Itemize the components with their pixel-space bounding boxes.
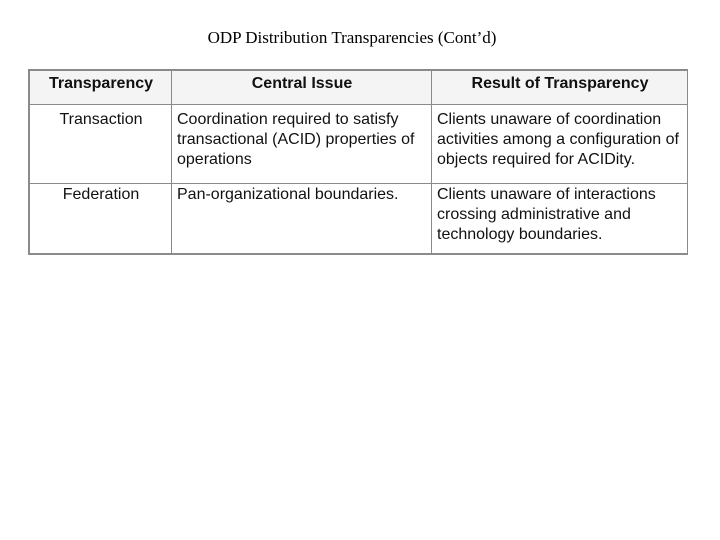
- header-transparency: Transparency: [30, 71, 172, 105]
- cell-result-federation: Clients unaware of interactions crossing administrative and technology boundaries.: [432, 183, 688, 253]
- cell-transparency-federation: Federation: [30, 183, 172, 253]
- header-result-of-transparency: Result of Transparency: [432, 71, 688, 105]
- table-row-transaction: [30, 105, 688, 184]
- cell-transparency-transaction: Transaction: [30, 105, 172, 184]
- header-central-issue: Central Issue: [172, 71, 432, 105]
- cell-result-transaction: Clients unaware of coordination activities among a configuration of objects required for ACIDity.: [432, 105, 688, 184]
- cell-central-issue-transaction: Coordination required to satisfy transactional (ACID) properties of operations: [172, 105, 432, 184]
- table-header: [30, 71, 688, 105]
- table-body: [30, 105, 688, 254]
- transparency-table-image: [28, 69, 688, 255]
- slide-title: ODP Distribution Transparencies (Cont’d): [207, 28, 497, 47]
- transparency-table: [29, 70, 688, 254]
- table-row-federation: [30, 183, 688, 253]
- header-row: [30, 71, 688, 105]
- cell-central-issue-federation: Pan-organizational boundaries.: [172, 183, 432, 253]
